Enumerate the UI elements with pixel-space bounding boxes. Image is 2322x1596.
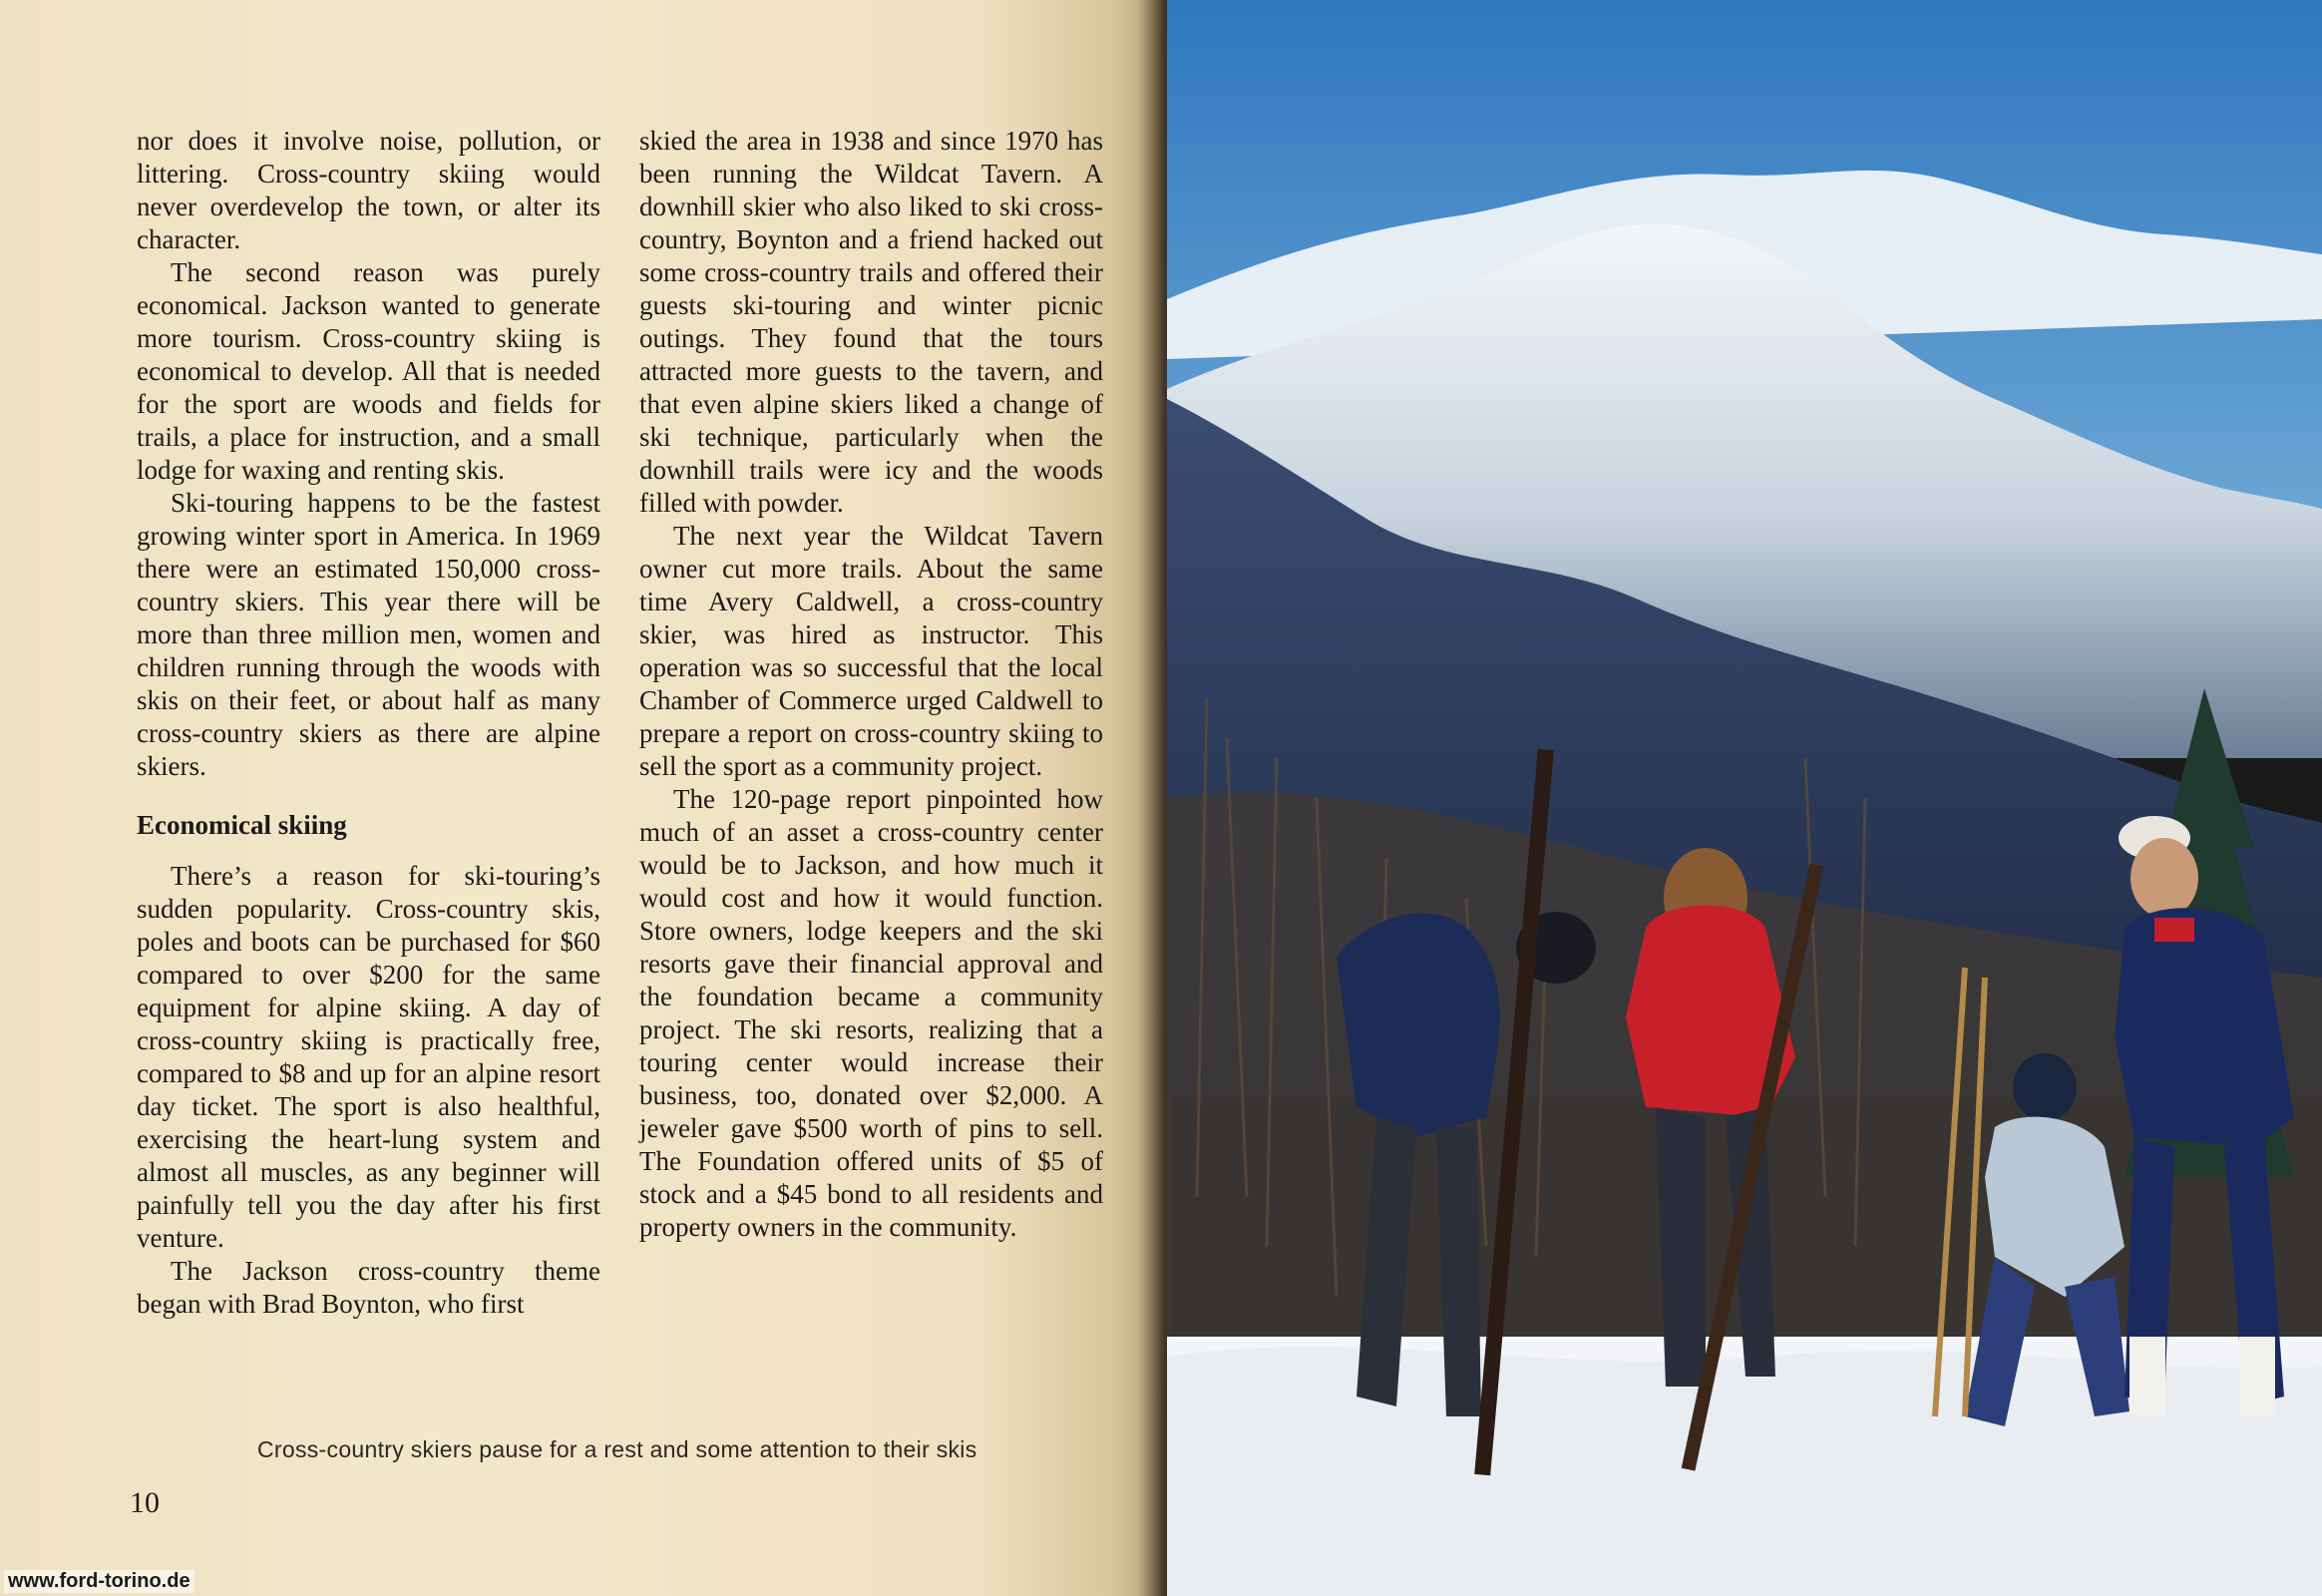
binding-gutter xyxy=(1137,0,1171,1596)
left-page xyxy=(0,0,1157,1596)
paragraph: skied the area in 1938 and since 1970 has been running the Wildcat Tavern. A downhill skier who also liked to ski cross-country, Boynton and a friend hacked out some cross-country trails and offered their guests ski-touring and winter picnic outings. They found that the tours attracted more guests to the tavern, and that even alpine skiers liked a change of ski technique, particularly when the downhill trails were icy and the woods filled with powder. xyxy=(639,126,1103,518)
paragraph: The second reason was purely economical. Jackson wanted to generate more tourism. Cross-country skiing is economical to develop. All that is needed for the sport are woods and fields for trails, a place for instruction, and a small lodge for waxing and renting skis. xyxy=(137,257,600,485)
skiers-photo xyxy=(1167,0,2322,1596)
paragraph: The Jackson cross-country theme began with Brad Boynton, who first xyxy=(137,1256,600,1319)
watermark: www.ford-torino.de xyxy=(4,1570,194,1593)
paragraph: The 120-page report pinpointed how much of an asset a cross-country center would be to Jackson, and how much it would cost and how it would function. Store owners, lodge keepers and the ski resorts gave their financial approval and the foundation became a community project. The ski resorts, realizing that a touring center would increase their business, too, donated over $2,000. A jeweler gave $500 worth of pins to sell. The Foundation offered units of $5 of stock and a $45 bond to all residents and property owners in the community. xyxy=(639,784,1103,1242)
paragraph: There’s a reason for ski-touring’s sudden popularity. Cross-country skis, poles and boots can be purchased for $60 compared to over $200 for the same equipment for alpine skiing. A day of cross-country skiing is practically free, compared to $8 and up for an alpine resort day ticket. The sport is also healthful, exercising the heart-lung system and almost all muscles, as any beginner will painfully tell you the day after his first venture. xyxy=(137,861,600,1253)
photo-caption: Cross-country skiers pause for a rest and some attention to their skis xyxy=(257,1436,977,1462)
section-heading: Economical skiing xyxy=(137,810,347,840)
text-column-right xyxy=(639,125,1103,1244)
page-number: 10 xyxy=(130,1486,160,1519)
paragraph: nor does it involve noise, pollution, or littering. Cross-country skiing would never overdevelop the town, or alter its character. xyxy=(137,126,600,254)
text-column-left xyxy=(137,125,600,1321)
paragraph: The next year the Wildcat Tavern owner cut more trails. About the same time Avery Caldwell, a cross-country skier, was hired as instructor. This operation was so successful that the local Chamber of Commerce urged Caldwell to prepare a report on cross-country skiing to sell the sport as a community project. xyxy=(639,521,1103,781)
paragraph: Ski-touring happens to be the fastest growing winter sport in America. In 1969 there were an estimated 150,000 cross-country skiers. This year there will be more than three million men, women and children running through the woods with skis on their feet, or about half as many cross-country skiers as there are alpine skiers. xyxy=(137,488,600,781)
